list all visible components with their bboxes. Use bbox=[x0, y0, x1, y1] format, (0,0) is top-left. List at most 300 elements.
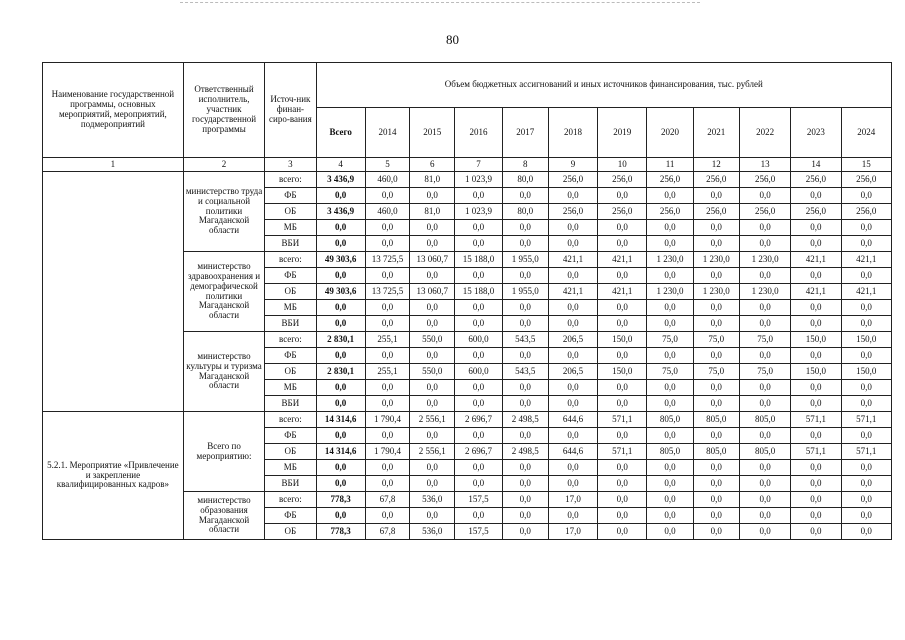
year-value-cell: 0,0 bbox=[598, 508, 647, 524]
year-value-cell: 805,0 bbox=[739, 412, 790, 428]
year-value-cell: 0,0 bbox=[739, 476, 790, 492]
year-value-cell: 0,0 bbox=[739, 460, 790, 476]
funding-source-cell: всего: bbox=[265, 252, 316, 268]
year-value-cell: 805,0 bbox=[647, 444, 693, 460]
year-value-cell: 1 230,0 bbox=[693, 284, 739, 300]
year-value-cell: 0,0 bbox=[841, 236, 892, 252]
program-name-cell: 5.2.1. Мероприятие «Привлечение и закрепление квалифицированных кадров» bbox=[43, 412, 184, 540]
year-value-cell: 2 696,7 bbox=[455, 444, 502, 460]
year-value-cell: 0,0 bbox=[548, 460, 597, 476]
year-value-cell: 0,0 bbox=[410, 428, 455, 444]
year-value-cell: 0,0 bbox=[502, 188, 548, 204]
year-value-cell: 75,0 bbox=[647, 364, 693, 380]
year-value-cell: 0,0 bbox=[365, 476, 409, 492]
year-value-cell: 13 725,5 bbox=[365, 284, 409, 300]
year-value-cell: 256,0 bbox=[739, 172, 790, 188]
year-value-cell: 1 790,4 bbox=[365, 444, 409, 460]
funding-source-cell: ВБИ bbox=[265, 316, 316, 332]
year-value-cell: 600,0 bbox=[455, 332, 502, 348]
total-value-cell: 14 314,6 bbox=[316, 412, 365, 428]
funding-source-cell: ОБ bbox=[265, 204, 316, 220]
year-value-cell: 1 790,4 bbox=[365, 412, 409, 428]
total-value-cell: 0,0 bbox=[316, 188, 365, 204]
year-value-cell: 80,0 bbox=[502, 204, 548, 220]
year-value-cell: 0,0 bbox=[598, 220, 647, 236]
year-value-cell: 571,1 bbox=[598, 412, 647, 428]
year-value-cell: 0,0 bbox=[502, 380, 548, 396]
year-value-cell: 0,0 bbox=[841, 476, 892, 492]
year-value-cell: 0,0 bbox=[455, 300, 502, 316]
year-value-cell: 536,0 bbox=[410, 492, 455, 508]
total-value-cell: 778,3 bbox=[316, 492, 365, 508]
year-value-cell: 1 230,0 bbox=[739, 284, 790, 300]
header-year: 2024 bbox=[841, 108, 892, 158]
year-value-cell: 0,0 bbox=[647, 236, 693, 252]
total-value-cell: 0,0 bbox=[316, 460, 365, 476]
header-year: 2016 bbox=[455, 108, 502, 158]
funding-source-cell: всего: bbox=[265, 172, 316, 188]
total-value-cell: 0,0 bbox=[316, 396, 365, 412]
header-column-number: 13 bbox=[739, 158, 790, 172]
year-value-cell: 0,0 bbox=[841, 524, 892, 540]
year-value-cell: 0,0 bbox=[410, 236, 455, 252]
total-value-cell: 0,0 bbox=[316, 348, 365, 364]
year-value-cell: 0,0 bbox=[598, 188, 647, 204]
header-year: 2021 bbox=[693, 108, 739, 158]
year-value-cell: 75,0 bbox=[693, 332, 739, 348]
header-column-number: 8 bbox=[502, 158, 548, 172]
funding-source-cell: МБ bbox=[265, 300, 316, 316]
year-value-cell: 1 955,0 bbox=[502, 252, 548, 268]
funding-source-cell: ВБИ bbox=[265, 396, 316, 412]
year-value-cell: 0,0 bbox=[455, 460, 502, 476]
year-value-cell: 0,0 bbox=[548, 508, 597, 524]
executor-cell: министерство культуры и туризма Магаданской области bbox=[183, 332, 264, 412]
year-value-cell: 571,1 bbox=[598, 444, 647, 460]
year-value-cell: 13 060,7 bbox=[410, 284, 455, 300]
year-value-cell: 75,0 bbox=[647, 332, 693, 348]
header-year: 2020 bbox=[647, 108, 693, 158]
year-value-cell: 460,0 bbox=[365, 172, 409, 188]
year-value-cell: 0,0 bbox=[365, 300, 409, 316]
year-value-cell: 150,0 bbox=[598, 332, 647, 348]
year-value-cell: 0,0 bbox=[693, 428, 739, 444]
scan-top-rule bbox=[180, 2, 700, 3]
year-value-cell: 0,0 bbox=[739, 524, 790, 540]
funding-source-cell: ФБ bbox=[265, 188, 316, 204]
year-value-cell: 150,0 bbox=[598, 364, 647, 380]
year-value-cell: 0,0 bbox=[502, 348, 548, 364]
funding-source-cell: всего: bbox=[265, 412, 316, 428]
year-value-cell: 150,0 bbox=[841, 332, 892, 348]
year-value-cell: 13 725,5 bbox=[365, 252, 409, 268]
year-value-cell: 0,0 bbox=[647, 460, 693, 476]
header-year: 2023 bbox=[791, 108, 841, 158]
year-value-cell: 0,0 bbox=[598, 428, 647, 444]
year-value-cell: 460,0 bbox=[365, 204, 409, 220]
executor-cell: министерство здравоохранения и демографической политики Магаданской области bbox=[183, 252, 264, 332]
year-value-cell: 150,0 bbox=[791, 364, 841, 380]
year-value-cell: 805,0 bbox=[693, 444, 739, 460]
year-value-cell: 0,0 bbox=[365, 220, 409, 236]
year-value-cell: 0,0 bbox=[410, 300, 455, 316]
year-value-cell: 0,0 bbox=[739, 268, 790, 284]
year-value-cell: 255,1 bbox=[365, 364, 409, 380]
year-value-cell: 256,0 bbox=[739, 204, 790, 220]
funding-source-cell: МБ bbox=[265, 220, 316, 236]
year-value-cell: 1 230,0 bbox=[647, 252, 693, 268]
year-value-cell: 150,0 bbox=[841, 364, 892, 380]
header-column-number: 9 bbox=[548, 158, 597, 172]
year-value-cell: 0,0 bbox=[548, 348, 597, 364]
header-column-number: 2 bbox=[183, 158, 264, 172]
year-value-cell: 256,0 bbox=[693, 204, 739, 220]
year-value-cell: 150,0 bbox=[791, 332, 841, 348]
year-value-cell: 0,0 bbox=[548, 220, 597, 236]
year-value-cell: 0,0 bbox=[693, 396, 739, 412]
year-value-cell: 0,0 bbox=[791, 300, 841, 316]
year-value-cell: 644,6 bbox=[548, 412, 597, 428]
year-value-cell: 0,0 bbox=[410, 220, 455, 236]
year-value-cell: 0,0 bbox=[455, 268, 502, 284]
year-value-cell: 0,0 bbox=[410, 380, 455, 396]
year-value-cell: 67,8 bbox=[365, 492, 409, 508]
year-value-cell: 0,0 bbox=[693, 380, 739, 396]
year-value-cell: 17,0 bbox=[548, 524, 597, 540]
year-value-cell: 15 188,0 bbox=[455, 284, 502, 300]
header-column-number: 7 bbox=[455, 158, 502, 172]
year-value-cell: 0,0 bbox=[791, 396, 841, 412]
executor-cell: министерство труда и социальной политики Магаданской области bbox=[183, 172, 264, 252]
header-column-number: 11 bbox=[647, 158, 693, 172]
year-value-cell: 0,0 bbox=[693, 476, 739, 492]
year-value-cell: 0,0 bbox=[410, 460, 455, 476]
funding-source-cell: ФБ bbox=[265, 348, 316, 364]
year-value-cell: 157,5 bbox=[455, 524, 502, 540]
year-value-cell: 0,0 bbox=[502, 268, 548, 284]
funding-source-cell: ФБ bbox=[265, 508, 316, 524]
total-value-cell: 0,0 bbox=[316, 428, 365, 444]
year-value-cell: 600,0 bbox=[455, 364, 502, 380]
year-value-cell: 0,0 bbox=[647, 524, 693, 540]
header-executor: Ответственный исполнитель, участник государственной программы bbox=[183, 63, 264, 158]
year-value-cell: 0,0 bbox=[739, 428, 790, 444]
year-value-cell: 13 060,7 bbox=[410, 252, 455, 268]
year-value-cell: 0,0 bbox=[647, 300, 693, 316]
year-value-cell: 421,1 bbox=[791, 252, 841, 268]
year-value-cell: 2 696,7 bbox=[455, 412, 502, 428]
year-value-cell: 0,0 bbox=[598, 460, 647, 476]
year-value-cell: 0,0 bbox=[693, 460, 739, 476]
total-value-cell: 0,0 bbox=[316, 220, 365, 236]
year-value-cell: 0,0 bbox=[502, 396, 548, 412]
year-value-cell: 256,0 bbox=[548, 172, 597, 188]
year-value-cell: 0,0 bbox=[502, 508, 548, 524]
year-value-cell: 206,5 bbox=[548, 364, 597, 380]
header-column-number: 14 bbox=[791, 158, 841, 172]
year-value-cell: 0,0 bbox=[841, 508, 892, 524]
year-value-cell: 67,8 bbox=[365, 524, 409, 540]
year-value-cell: 81,0 bbox=[410, 204, 455, 220]
year-value-cell: 256,0 bbox=[841, 204, 892, 220]
year-value-cell: 0,0 bbox=[693, 220, 739, 236]
year-value-cell: 256,0 bbox=[548, 204, 597, 220]
total-value-cell: 2 830,1 bbox=[316, 364, 365, 380]
total-value-cell: 0,0 bbox=[316, 508, 365, 524]
table-row bbox=[43, 412, 892, 428]
year-value-cell: 0,0 bbox=[841, 396, 892, 412]
year-value-cell: 206,5 bbox=[548, 332, 597, 348]
year-value-cell: 0,0 bbox=[739, 236, 790, 252]
year-value-cell: 0,0 bbox=[598, 396, 647, 412]
header-year: 2019 bbox=[598, 108, 647, 158]
page-number: 80 bbox=[446, 32, 459, 47]
year-value-cell: 0,0 bbox=[739, 396, 790, 412]
funding-source-cell: ВБИ bbox=[265, 236, 316, 252]
year-value-cell: 0,0 bbox=[598, 268, 647, 284]
year-value-cell: 0,0 bbox=[693, 188, 739, 204]
funding-source-cell: ОБ bbox=[265, 364, 316, 380]
year-value-cell: 0,0 bbox=[791, 476, 841, 492]
year-value-cell: 256,0 bbox=[647, 172, 693, 188]
funding-source-cell: ФБ bbox=[265, 268, 316, 284]
year-value-cell: 0,0 bbox=[502, 492, 548, 508]
year-value-cell: 0,0 bbox=[647, 188, 693, 204]
year-value-cell: 0,0 bbox=[548, 316, 597, 332]
year-value-cell: 0,0 bbox=[410, 508, 455, 524]
year-value-cell: 805,0 bbox=[739, 444, 790, 460]
year-value-cell: 0,0 bbox=[841, 316, 892, 332]
year-value-cell: 81,0 bbox=[410, 172, 455, 188]
header-source: Источ-ник финан-сиро-вания bbox=[265, 63, 316, 158]
year-value-cell: 2 498,5 bbox=[502, 412, 548, 428]
header-column-number: 4 bbox=[316, 158, 365, 172]
header-column-number: 5 bbox=[365, 158, 409, 172]
program-name-cell bbox=[43, 172, 184, 412]
year-value-cell: 0,0 bbox=[647, 348, 693, 364]
year-value-cell: 571,1 bbox=[791, 444, 841, 460]
total-value-cell: 0,0 bbox=[316, 476, 365, 492]
year-value-cell: 256,0 bbox=[791, 204, 841, 220]
funding-source-cell: ВБИ bbox=[265, 476, 316, 492]
year-value-cell: 0,0 bbox=[502, 428, 548, 444]
year-value-cell: 256,0 bbox=[693, 172, 739, 188]
year-value-cell: 0,0 bbox=[598, 316, 647, 332]
year-value-cell: 255,1 bbox=[365, 332, 409, 348]
year-value-cell: 0,0 bbox=[693, 236, 739, 252]
total-value-cell: 0,0 bbox=[316, 300, 365, 316]
funding-source-cell: всего: bbox=[265, 492, 316, 508]
year-value-cell: 0,0 bbox=[548, 476, 597, 492]
year-value-cell: 0,0 bbox=[647, 396, 693, 412]
year-value-cell: 421,1 bbox=[841, 284, 892, 300]
year-value-cell: 0,0 bbox=[365, 460, 409, 476]
header-volume: Объем бюджетных ассигнований и иных источников финансирования, тыс. рублей bbox=[316, 63, 891, 108]
year-value-cell: 0,0 bbox=[791, 268, 841, 284]
year-value-cell: 0,0 bbox=[598, 380, 647, 396]
year-value-cell: 0,0 bbox=[791, 524, 841, 540]
year-value-cell: 0,0 bbox=[693, 508, 739, 524]
year-value-cell: 0,0 bbox=[455, 188, 502, 204]
year-value-cell: 0,0 bbox=[841, 460, 892, 476]
year-value-cell: 2 556,1 bbox=[410, 444, 455, 460]
year-value-cell: 0,0 bbox=[502, 316, 548, 332]
year-value-cell: 80,0 bbox=[502, 172, 548, 188]
year-value-cell: 0,0 bbox=[647, 316, 693, 332]
year-value-cell: 421,1 bbox=[791, 284, 841, 300]
year-value-cell: 0,0 bbox=[841, 300, 892, 316]
year-value-cell: 0,0 bbox=[598, 476, 647, 492]
year-value-cell: 0,0 bbox=[365, 236, 409, 252]
total-value-cell: 14 314,6 bbox=[316, 444, 365, 460]
header-year: 2015 bbox=[410, 108, 455, 158]
year-value-cell: 0,0 bbox=[548, 396, 597, 412]
header-column-number: 3 bbox=[265, 158, 316, 172]
year-value-cell: 1 955,0 bbox=[502, 284, 548, 300]
header-year: 2018 bbox=[548, 108, 597, 158]
year-value-cell: 0,0 bbox=[455, 316, 502, 332]
year-value-cell: 0,0 bbox=[791, 220, 841, 236]
year-value-cell: 0,0 bbox=[739, 316, 790, 332]
header-year: 2014 bbox=[365, 108, 409, 158]
year-value-cell: 0,0 bbox=[365, 268, 409, 284]
year-value-cell: 0,0 bbox=[791, 188, 841, 204]
year-value-cell: 0,0 bbox=[841, 268, 892, 284]
year-value-cell: 0,0 bbox=[841, 492, 892, 508]
year-value-cell: 75,0 bbox=[739, 332, 790, 348]
year-value-cell: 0,0 bbox=[598, 492, 647, 508]
year-value-cell: 0,0 bbox=[548, 380, 597, 396]
year-value-cell: 1 230,0 bbox=[693, 252, 739, 268]
year-value-cell: 0,0 bbox=[739, 492, 790, 508]
year-value-cell: 0,0 bbox=[598, 300, 647, 316]
year-value-cell: 0,0 bbox=[841, 348, 892, 364]
year-value-cell: 0,0 bbox=[548, 428, 597, 444]
year-value-cell: 0,0 bbox=[502, 524, 548, 540]
year-value-cell: 0,0 bbox=[455, 396, 502, 412]
year-value-cell: 0,0 bbox=[502, 300, 548, 316]
year-value-cell: 805,0 bbox=[647, 412, 693, 428]
total-value-cell: 778,3 bbox=[316, 524, 365, 540]
year-value-cell: 0,0 bbox=[365, 348, 409, 364]
year-value-cell: 644,6 bbox=[548, 444, 597, 460]
year-value-cell: 421,1 bbox=[598, 252, 647, 268]
year-value-cell: 0,0 bbox=[791, 508, 841, 524]
total-value-cell: 3 436,9 bbox=[316, 204, 365, 220]
year-value-cell: 0,0 bbox=[410, 396, 455, 412]
funding-source-cell: ОБ bbox=[265, 524, 316, 540]
funding-source-cell: всего: bbox=[265, 332, 316, 348]
total-value-cell: 3 436,9 bbox=[316, 172, 365, 188]
year-value-cell: 0,0 bbox=[455, 348, 502, 364]
year-value-cell: 0,0 bbox=[739, 220, 790, 236]
year-value-cell: 805,0 bbox=[693, 412, 739, 428]
year-value-cell: 0,0 bbox=[548, 300, 597, 316]
year-value-cell: 157,5 bbox=[455, 492, 502, 508]
header-name: Наименование государственной программы, основных мероприятий, мероприятий, подмероприятий bbox=[43, 63, 184, 158]
year-value-cell: 256,0 bbox=[598, 204, 647, 220]
year-value-cell: 1 230,0 bbox=[647, 284, 693, 300]
year-value-cell: 0,0 bbox=[647, 220, 693, 236]
year-value-cell: 0,0 bbox=[598, 236, 647, 252]
year-value-cell: 0,0 bbox=[455, 508, 502, 524]
header-total: Всего bbox=[316, 108, 365, 158]
year-value-cell: 0,0 bbox=[841, 380, 892, 396]
year-value-cell: 543,5 bbox=[502, 332, 548, 348]
funding-source-cell: МБ bbox=[265, 460, 316, 476]
year-value-cell: 0,0 bbox=[598, 348, 647, 364]
year-value-cell: 0,0 bbox=[693, 300, 739, 316]
funding-source-cell: ОБ bbox=[265, 284, 316, 300]
header-column-number: 12 bbox=[693, 158, 739, 172]
year-value-cell: 421,1 bbox=[841, 252, 892, 268]
year-value-cell: 0,0 bbox=[502, 236, 548, 252]
year-value-cell: 421,1 bbox=[548, 284, 597, 300]
year-value-cell: 0,0 bbox=[410, 268, 455, 284]
year-value-cell: 0,0 bbox=[548, 236, 597, 252]
year-value-cell: 0,0 bbox=[365, 380, 409, 396]
year-value-cell: 536,0 bbox=[410, 524, 455, 540]
total-value-cell: 49 303,6 bbox=[316, 284, 365, 300]
year-value-cell: 0,0 bbox=[739, 508, 790, 524]
header-year: 2017 bbox=[502, 108, 548, 158]
year-value-cell: 571,1 bbox=[791, 412, 841, 428]
year-value-cell: 0,0 bbox=[365, 396, 409, 412]
year-value-cell: 550,0 bbox=[410, 332, 455, 348]
year-value-cell: 0,0 bbox=[791, 236, 841, 252]
year-value-cell: 0,0 bbox=[410, 348, 455, 364]
year-value-cell: 421,1 bbox=[548, 252, 597, 268]
year-value-cell: 0,0 bbox=[502, 476, 548, 492]
year-value-cell: 421,1 bbox=[598, 284, 647, 300]
header-column-number: 10 bbox=[598, 158, 647, 172]
year-value-cell: 0,0 bbox=[647, 268, 693, 284]
year-value-cell: 0,0 bbox=[410, 188, 455, 204]
year-value-cell: 75,0 bbox=[693, 364, 739, 380]
year-value-cell: 0,0 bbox=[647, 508, 693, 524]
year-value-cell: 256,0 bbox=[647, 204, 693, 220]
year-value-cell: 571,1 bbox=[841, 444, 892, 460]
year-value-cell: 0,0 bbox=[365, 188, 409, 204]
year-value-cell: 17,0 bbox=[548, 492, 597, 508]
year-value-cell: 550,0 bbox=[410, 364, 455, 380]
total-value-cell: 0,0 bbox=[316, 236, 365, 252]
year-value-cell: 0,0 bbox=[365, 316, 409, 332]
year-value-cell: 0,0 bbox=[502, 220, 548, 236]
year-value-cell: 0,0 bbox=[365, 428, 409, 444]
header-column-number: 1 bbox=[43, 158, 184, 172]
year-value-cell: 543,5 bbox=[502, 364, 548, 380]
year-value-cell: 571,1 bbox=[841, 412, 892, 428]
funding-source-cell: ФБ bbox=[265, 428, 316, 444]
header-column-number: 6 bbox=[410, 158, 455, 172]
year-value-cell: 0,0 bbox=[791, 460, 841, 476]
year-value-cell: 0,0 bbox=[693, 348, 739, 364]
year-value-cell: 0,0 bbox=[693, 524, 739, 540]
year-value-cell: 1 023,9 bbox=[455, 172, 502, 188]
year-value-cell: 0,0 bbox=[841, 220, 892, 236]
total-value-cell: 49 303,6 bbox=[316, 252, 365, 268]
year-value-cell: 0,0 bbox=[739, 300, 790, 316]
year-value-cell: 0,0 bbox=[455, 236, 502, 252]
year-value-cell: 0,0 bbox=[410, 476, 455, 492]
year-value-cell: 1 230,0 bbox=[739, 252, 790, 268]
funding-source-cell: ОБ bbox=[265, 444, 316, 460]
year-value-cell: 0,0 bbox=[841, 188, 892, 204]
year-value-cell: 0,0 bbox=[791, 492, 841, 508]
year-value-cell: 0,0 bbox=[791, 348, 841, 364]
year-value-cell: 256,0 bbox=[841, 172, 892, 188]
